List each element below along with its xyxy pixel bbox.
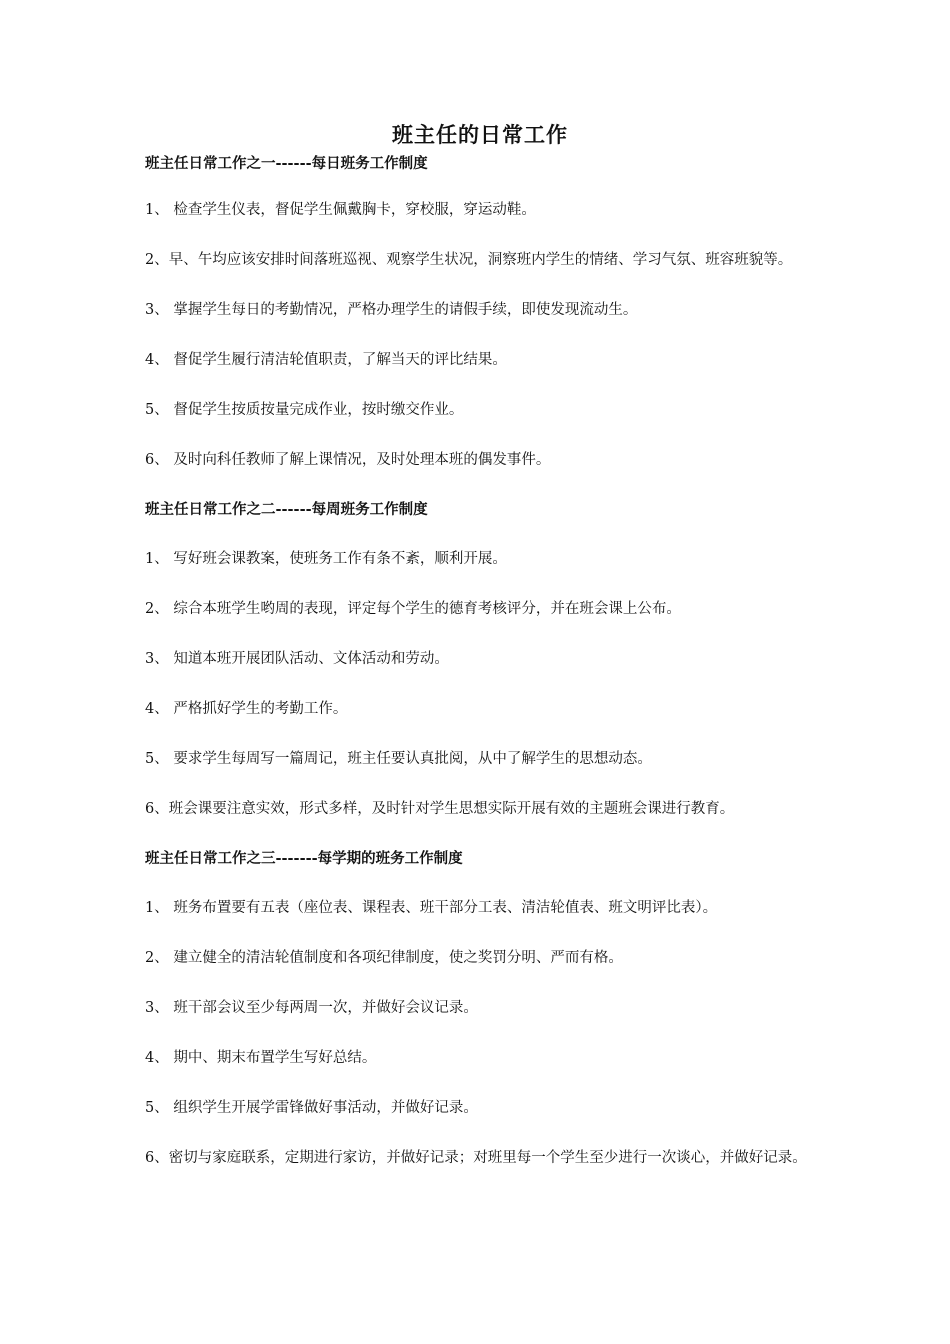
list-item: 3、 掌握学生每日的考勤情况，严格办理学生的请假手续，即使发现流动生。 [145, 302, 638, 318]
list-item: 4、 督促学生履行清洁轮值职责，了解当天的评比结果。 [145, 352, 507, 368]
list-item: 2、 综合本班学生哟周的表现，评定每个学生的德育考核评分，并在班会课上公布。 [145, 601, 681, 617]
list-item: 1、 检查学生仪表，督促学生佩戴胸卡，穿校服，穿运动鞋。 [145, 202, 536, 218]
list-item: 1、 写好班会课教案，使班务工作有条不紊，顺利开展。 [145, 551, 507, 567]
section-heading: 班主任日常工作之一------每日班务工作制度 [145, 155, 428, 172]
list-item: 4、 期中、期末布置学生写好总结。 [145, 1050, 377, 1066]
list-item: 2、 建立健全的清洁轮值制度和各项纪律制度，使之奖罚分明、严而有格。 [145, 950, 623, 966]
list-item: 5、 组织学生开展学雷锋做好事活动，并做好记录。 [145, 1100, 478, 1116]
list-item: 6、密切与家庭联系，定期进行家访，并做好记录；对班里每一个学生至少进行一次谈心，并做好记录。 [145, 1150, 807, 1166]
list-item: 1、 班务布置要有五表（座位表、课程表、班干部分工表、清洁轮值表、班文明评比表）。 [145, 900, 718, 916]
section-weekly [145, 498, 815, 847]
document-body [145, 118, 815, 1171]
document-title: 班主任的日常工作 [392, 122, 568, 147]
section-heading: 班主任日常工作之三-------每学期的班务工作制度 [145, 850, 463, 867]
section-daily [145, 152, 815, 498]
section-heading: 班主任日常工作之二------每周班务工作制度 [145, 501, 428, 518]
list-item: 5、 督促学生按质按量完成作业，按时缴交作业。 [145, 402, 464, 418]
list-item: 6、班会课要注意实效，形式多样，及时针对学生思想实际开展有效的主题班会课进行教育。 [145, 801, 735, 817]
list-item: 3、 知道本班开展团队活动、文体活动和劳动。 [145, 651, 449, 667]
list-item: 4、 严格抓好学生的考勤工作。 [145, 701, 348, 717]
list-item: 2、早、午均应该安排时间落班巡视、观察学生状况，洞察班内学生的情绪、学习气氛、班容班貌等。 [145, 252, 793, 268]
list-item: 3、 班干部会议至少每两周一次，并做好会议记录。 [145, 1000, 478, 1016]
list-item: 5、 要求学生每周写一篇周记，班主任要认真批阅，从中了解学生的思想动态。 [145, 751, 652, 767]
section-semester [145, 847, 815, 1171]
list-item: 6、 及时向科任教师了解上课情况，及时处理本班的偶发事件。 [145, 452, 551, 468]
